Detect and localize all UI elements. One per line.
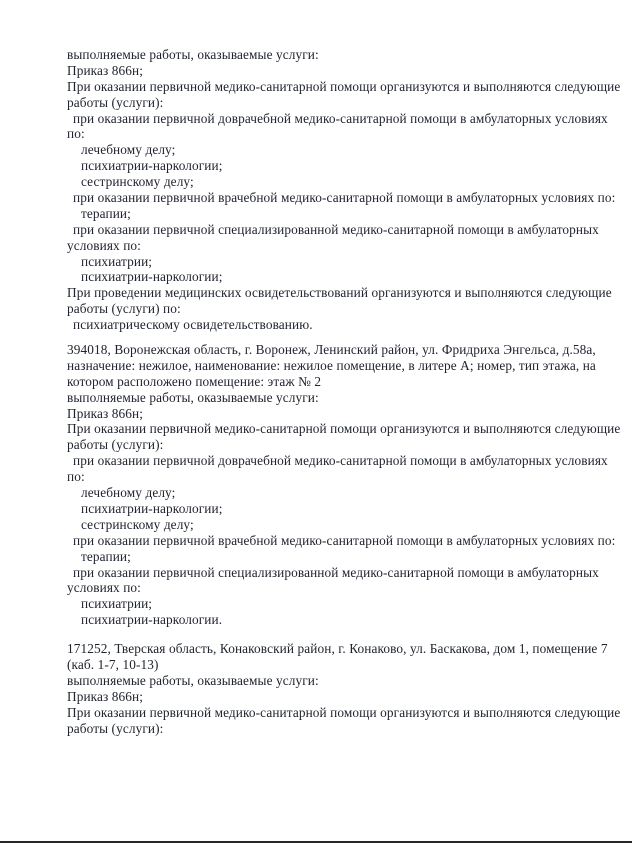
text-line: при оказании первичной специализированной медико-санитарной помощи в амбулаторных <box>73 564 599 580</box>
text-line: 394018, Воронежская область, г. Воронеж, Ленинский район, ул. Фридриха Энгельса, д.58а, <box>67 342 596 358</box>
text-line: работы (услуги): <box>67 720 164 736</box>
text-line: условиях по: <box>67 237 141 253</box>
text-line: при оказании первичной врачебной медико-санитарной помощи в амбулаторных условиях по: <box>73 532 616 548</box>
text-line: назначение: нежилое, наименование: нежилое помещение, в литере А; номер, тип этажа, на <box>67 357 596 373</box>
text-line: При оказании первичной медико-санитарной помощи организуются и выполняются следующие <box>67 78 621 94</box>
text-line: сестринскому делу; <box>81 516 194 532</box>
text-line: по: <box>67 469 85 485</box>
text-line: при оказании первичной доврачебной медико-санитарной помощи в амбулаторных условиях <box>73 110 608 126</box>
text-line: терапии; <box>81 548 131 564</box>
text-line: лечебному делу; <box>81 142 176 158</box>
text-line: работы (услуги): <box>67 94 164 110</box>
text-line: работы (услуги): <box>67 437 164 453</box>
text-line: по: <box>67 126 85 142</box>
text-line: выполняемые работы, оказываемые услуги: <box>67 47 319 62</box>
text-line: при оказании первичной специализированной медико-санитарной помощи в амбулаторных <box>73 221 599 237</box>
text-line: психиатрии-наркологии; <box>81 500 223 516</box>
section-voronezh-address <box>67 342 621 628</box>
text-line: При оказании первичной медико-санитарной помощи организуются и выполняются следующие <box>67 704 621 720</box>
text-line: сестринскому делу; <box>81 174 194 190</box>
text-line: При оказании первичной медико-санитарной помощи организуются и выполняются следующие <box>67 421 621 437</box>
text-line: (каб. 1-7, 10-13) <box>67 656 159 672</box>
text-line: работы (услуги) по: <box>67 301 181 317</box>
text-line: При проведении медицинских освидетельствований организуются и выполняются следующие <box>67 285 612 301</box>
text-line: выполняемые работы, оказываемые услуги: <box>67 672 319 688</box>
section-tver-address <box>67 641 621 736</box>
text-line: психиатрии; <box>81 253 153 269</box>
text-line: 171252, Тверская область, Конаковский район, г. Конаково, ул. Баскакова, дом 1, помещение 7 <box>67 641 608 657</box>
text-line: психиатрическому освидетельствованию. <box>73 317 313 333</box>
text-line: при оказании первичной врачебной медико-санитарной помощи в амбулаторных условиях по: <box>73 190 616 206</box>
text-line: Приказ 866н; <box>67 405 144 421</box>
text-line: выполняемые работы, оказываемые услуги: <box>67 389 319 405</box>
text-line: Приказ 866н; <box>67 62 144 78</box>
section-services-current-address <box>67 47 621 333</box>
text-line: терапии; <box>81 205 131 221</box>
text-line: лечебному делу; <box>81 485 176 501</box>
text-line: Приказ 866н; <box>67 688 144 704</box>
text-line: психиатрии-наркологии; <box>81 269 223 285</box>
text-line: условиях по: <box>67 580 141 596</box>
text-line: при оказании первичной доврачебной медико-санитарной помощи в амбулаторных условиях <box>73 453 608 469</box>
text-line: психиатрии-наркологии; <box>81 158 223 174</box>
text-line: психиатрии; <box>81 596 153 612</box>
text-line: котором расположено помещение: этаж № 2 <box>67 373 322 389</box>
license-text-block <box>67 47 621 736</box>
text-line: психиатрии-наркологии. <box>81 612 223 628</box>
